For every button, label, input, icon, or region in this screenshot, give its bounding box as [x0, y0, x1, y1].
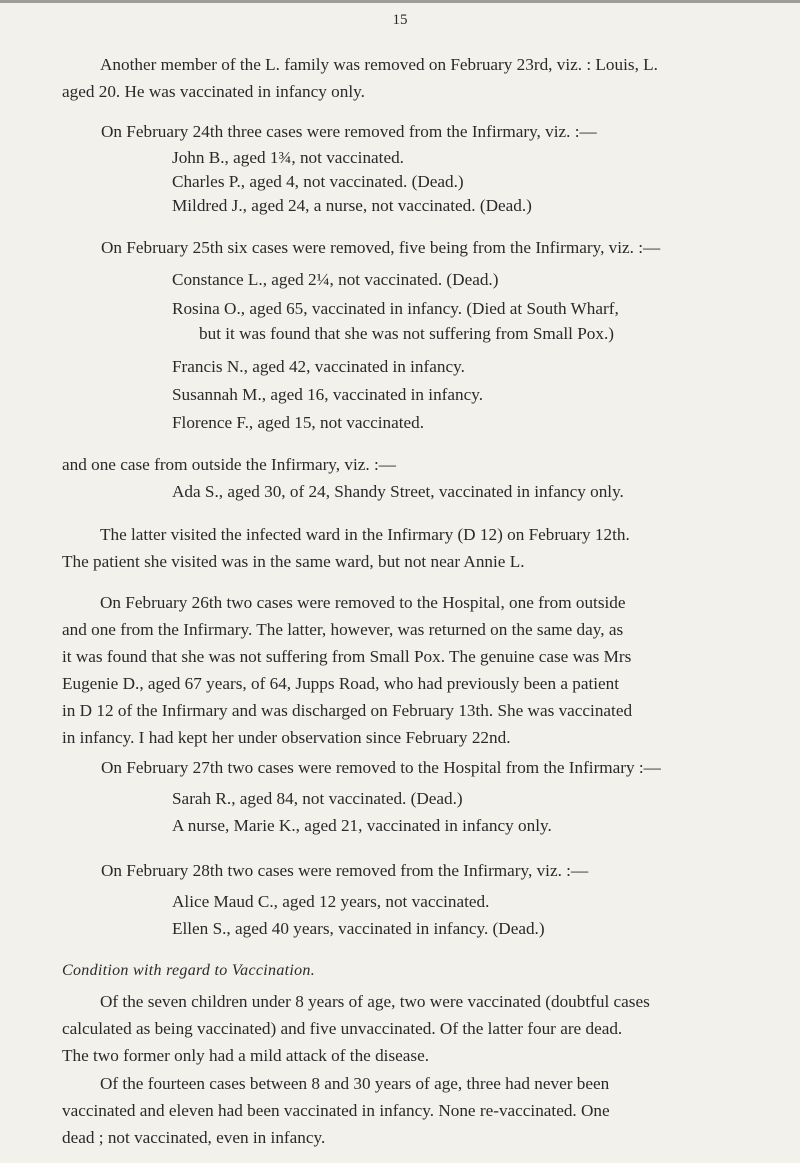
feb24-intro: On February 24th three cases were removed from the Infirmary, viz. :—: [101, 122, 597, 141]
case-entry: Constance L., aged 2¼, not vaccinated. (Dead.): [172, 270, 499, 289]
paragraph-line: The latter visited the infected ward in the Infirmary (D 12) on February 12th.: [100, 525, 630, 544]
paragraph-line: in D 12 of the Infirmary and was discharged on February 13th. She was vaccinated: [62, 701, 633, 720]
case-line-continued: but it was found that she was not suffering from Small Pox.): [199, 324, 615, 343]
case-entry: Florence F., aged 15, not vaccinated.: [172, 413, 425, 432]
paragraph-feb26: [62, 589, 762, 751]
case-entry: Alice Maud C., aged 12 years, not vaccinated.: [172, 892, 490, 911]
feb28-intro: On February 28th two cases were removed from the Infirmary, viz. :—: [101, 861, 589, 880]
page-top-edge: [0, 0, 800, 3]
paragraph-visit: [62, 521, 762, 575]
case-line: Rosina O., aged 65, vaccinated in infancy. (Died at South Wharf,: [172, 299, 619, 318]
case-entry: John B., aged 1¾, not vaccinated.: [172, 148, 404, 167]
paragraph-line: The two former only had a mild attack of the disease.: [62, 1046, 430, 1065]
section-heading: Condition with regard to Vaccination.: [62, 962, 316, 979]
paragraph-line: Eugenie D., aged 67 years, of 64, Jupps Road, who had previously been a patient: [62, 674, 620, 693]
paragraph-children: [62, 988, 762, 1069]
outside-intro: and one case from outside the Infirmary, viz. :—: [62, 455, 396, 474]
case-entry: Sarah R., aged 84, not vaccinated. (Dead.): [172, 789, 463, 808]
feb27-intro: On February 27th two cases were removed to the Hospital from the Infirmary :—: [101, 758, 661, 777]
paragraph-line: calculated as being vaccinated) and five unvaccinated. Of the latter four are dead.: [62, 1019, 623, 1038]
page-number: 15: [392, 12, 408, 28]
paragraph-line: aged 20. He was vaccinated in infancy only.: [62, 82, 365, 101]
paragraph-fourteen: [62, 1070, 762, 1151]
paragraph-line: Another member of the L. family was removed on February 23rd, viz. : Louis, L.: [100, 55, 658, 74]
case-entry: Francis N., aged 42, vaccinated in infancy.: [172, 357, 465, 376]
case-entry: Mildred J., aged 24, a nurse, not vaccinated. (Dead.): [172, 196, 532, 215]
case-entry: Charles P., aged 4, not vaccinated. (Dead.): [172, 172, 464, 191]
paragraph-line: vaccinated and eleven had been vaccinated in infancy. None re-vaccinated. One: [62, 1101, 610, 1120]
case-entry-multiline: [172, 295, 762, 345]
paragraph-line: and one from the Infirmary. The latter, however, was returned on the same day, as: [62, 620, 624, 639]
paragraph-line: Of the seven children under 8 years of age, two were vaccinated (doubtful cases: [100, 992, 650, 1011]
case-entry: Ada S., aged 30, of 24, Shandy Street, vaccinated in infancy only.: [172, 482, 624, 501]
paragraph-line: dead ; not vaccinated, even in infancy.: [62, 1128, 326, 1147]
paragraph-line: in infancy. I had kept her under observation since February 22nd.: [62, 728, 511, 747]
paragraph-line: The patient she visited was in the same ward, but not near Annie L.: [62, 552, 525, 571]
paragraph-louis: [62, 51, 762, 105]
case-entry: Ellen S., aged 40 years, vaccinated in infancy. (Dead.): [172, 919, 545, 938]
paragraph-line: On February 26th two cases were removed to the Hospital, one from outside: [100, 593, 626, 612]
feb25-intro: On February 25th six cases were removed, five being from the Infirmary, viz. :—: [101, 238, 661, 257]
case-entry: Susannah M., aged 16, vaccinated in infancy.: [172, 385, 484, 404]
paragraph-line: Of the fourteen cases between 8 and 30 years of age, three had never been: [100, 1074, 610, 1093]
paragraph-line: it was found that she was not suffering from Small Pox. The genuine case was Mrs: [62, 647, 632, 666]
case-entry: A nurse, Marie K., aged 21, vaccinated in infancy only.: [172, 816, 552, 835]
